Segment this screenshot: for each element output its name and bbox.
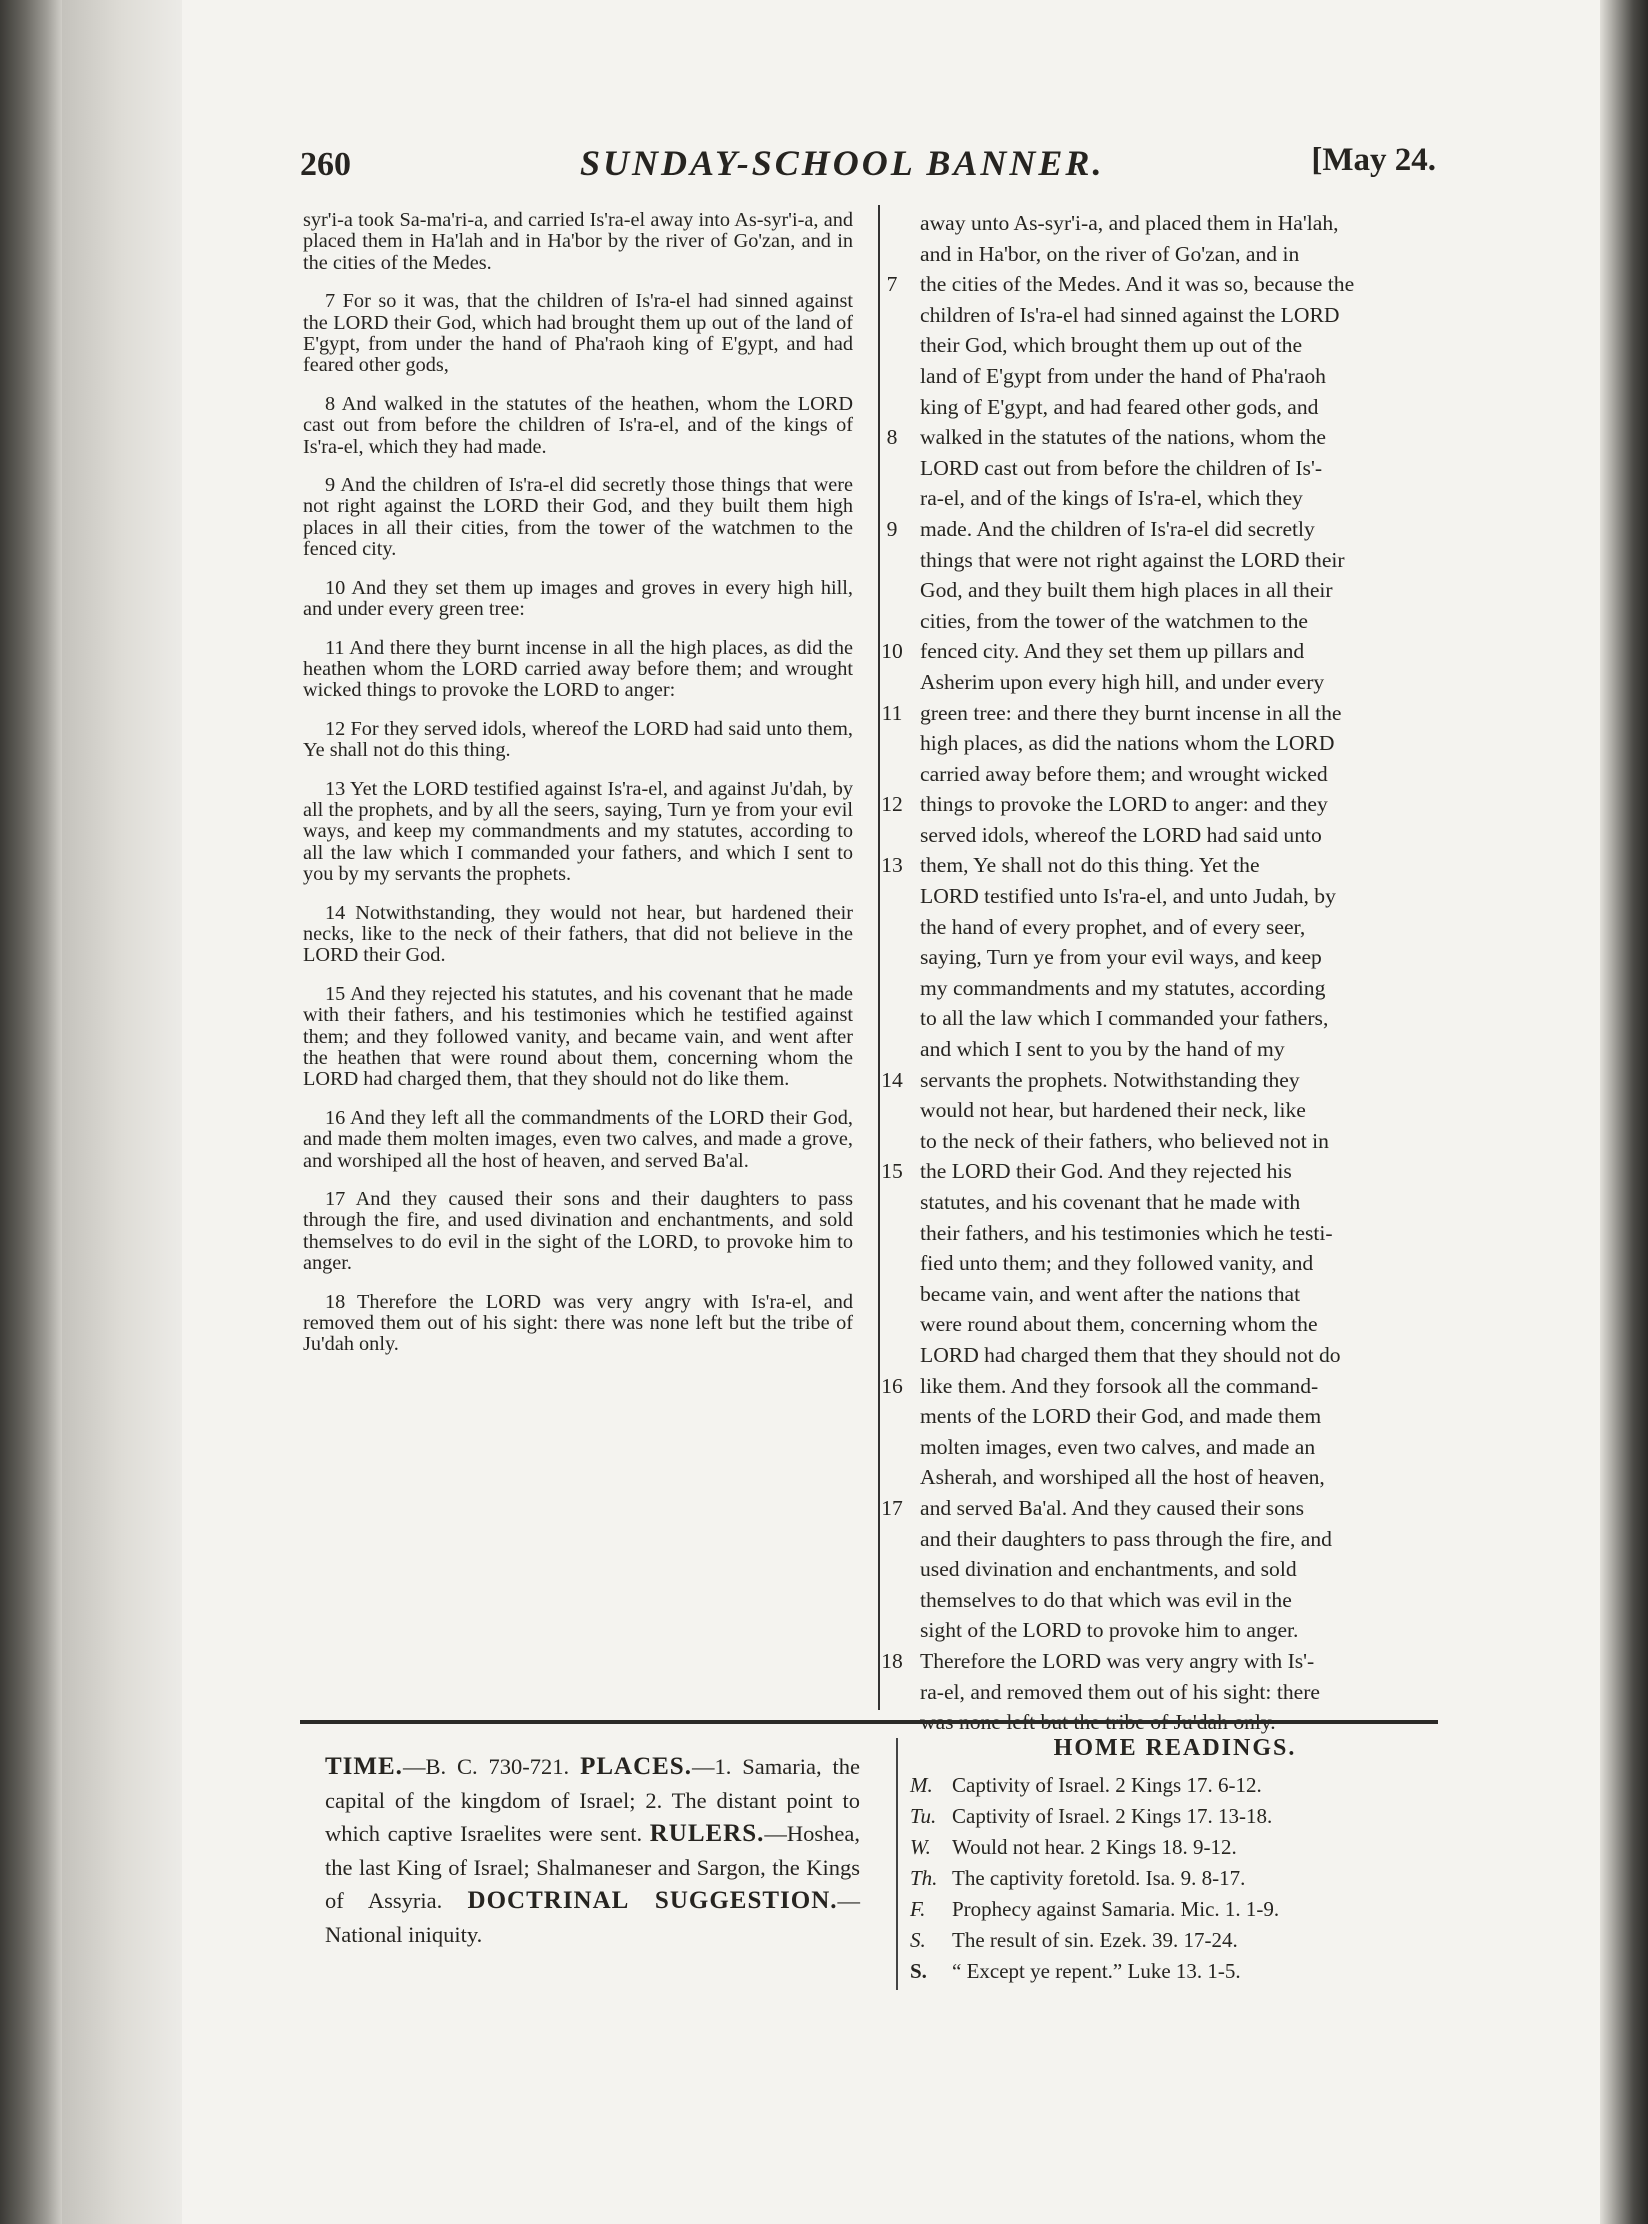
verse-line-text: fenced city. And they set them up pillars and	[920, 639, 1305, 664]
verse-line-text: green tree: and there they burnt incense in all the	[920, 700, 1342, 725]
verse-line	[880, 1646, 1450, 1677]
verse-line-text: ra-el, and of the kings of Is'ra-el, which they	[920, 486, 1303, 511]
verse-line-text: ra-el, and removed them out of his sight: there	[920, 1679, 1320, 1704]
verse-number: 8	[886, 425, 898, 450]
verse-paragraph: 8 And walked in the statutes of the heathen, whom the LORD cast out from before the children of Is'ra-el, and of the kings of Is'ra-el, which they had made.	[303, 392, 853, 458]
verse-line	[880, 1126, 1450, 1157]
verse-line-text: carried away before them; and wrought wicked	[920, 761, 1328, 786]
verse-line	[880, 850, 1450, 881]
rulers-text: —Hoshea, the last King of Israel; Shalmaneser and Sargon, the Kings of Assyria.	[325, 1821, 860, 1913]
verse-line	[880, 239, 1450, 270]
time-label: TIME.	[325, 1753, 403, 1780]
page-header	[300, 118, 1436, 183]
page-gutter	[62, 0, 182, 2224]
verse-line-text: ments of the LORD their God, and made them	[920, 1404, 1322, 1429]
verse-line-text: served idols, whereof the LORD had said unto	[920, 822, 1322, 847]
verse-paragraph: 15 And they rejected his statutes, and his covenant that he made with their fathers, and his testimonies which he testified against them; and they followed vanity, and became vain, and went after the heathen that were round about them, concerning whom the LORD had charged them, that they should not do like them.	[303, 982, 853, 1091]
verse-line-text: Asherim upon every high hill, and under every	[920, 669, 1325, 694]
places-label: PLACES.	[580, 1753, 692, 1780]
reading-text: The result of sin. Ezek. 39. 17-24.	[952, 1928, 1238, 1952]
time-text: —B. C. 730-721.	[402, 1754, 570, 1779]
verse-paragraph: 13 Yet the LORD testified against Is'ra-el, and against Ju'dah, by all the prophets, and by all the seers, saying, Turn ye from your evil ways, and keep my commandments and my statutes, according to all the law which I commanded your fathers, and which I sent to you by my servants the prophets.	[303, 777, 853, 886]
verse-paragraph: 18 Therefore the LORD was very angry with Is'ra-el, and removed them out of his sight: there was none left but the tribe of Ju'dah only.	[303, 1290, 853, 1356]
verse-line-text: away unto As-syr'i-a, and placed them in Ha'lah,	[920, 211, 1339, 235]
verse-paragraph: 17 And they caused their sons and their daughters to pass through the fire, and used divination and enchantments, and sold themselves to do evil in the sight of the LORD, to provoke him to anger.	[303, 1188, 853, 1275]
verse-line-text: cities, from the tower of the watchmen to the	[920, 608, 1308, 633]
book-spine-shadow	[0, 0, 62, 2224]
verse-line	[880, 881, 1450, 912]
verse-paragraph: 12 For they served idols, whereof the LORD had said unto them, Ye shall not do this thing.	[303, 717, 853, 762]
doctrinal-label: DOCTRINAL SUGGESTION.	[467, 1887, 838, 1914]
verse-line-text: king of E'gypt, and had feared other gods, and	[920, 394, 1319, 419]
periodical-title: SUNDAY-SCHOOL BANNER.	[580, 143, 1105, 183]
reading-text: Captivity of Israel. 2 Kings 17. 6-12.	[952, 1773, 1262, 1797]
reading-row	[910, 1894, 1440, 1925]
verse-line-text: children of Is'ra-el had sinned against the LORD	[920, 302, 1340, 327]
verse-line	[880, 545, 1450, 576]
reading-day: Th.	[910, 1866, 938, 1890]
verse-line-text: God, and they built them high places in all their	[920, 578, 1333, 603]
verse-line	[880, 208, 1450, 239]
verse-line-text: statutes, and his covenant that he made with	[920, 1190, 1301, 1214]
verse-line-text: high places, as did the nations whom the LORD	[920, 731, 1335, 756]
verse-line-text: the hand of every prophet, and of every seer,	[920, 914, 1306, 939]
doctrinal-text: —National iniquity.	[325, 1888, 861, 1947]
verse-line	[880, 942, 1450, 973]
verse-line-text: and which I sent to you by the hand of my	[920, 1037, 1285, 1062]
verse-number: 11	[881, 700, 903, 725]
reading-text: Would not hear. 2 Kings 18. 9-12.	[952, 1835, 1237, 1859]
reading-text: Captivity of Israel. 2 Kings 17. 13-18.	[952, 1804, 1273, 1828]
verse-line	[880, 636, 1450, 667]
verse-number: 10	[881, 639, 903, 664]
verse-line	[880, 1432, 1450, 1463]
reading-row	[910, 1770, 1440, 1801]
verse-line	[880, 912, 1450, 943]
verse-line-text: their God, which brought them up out of the	[920, 333, 1303, 358]
verse-line-text: became vain, and went after the nations that	[920, 1281, 1301, 1306]
verse-line	[880, 1585, 1450, 1616]
issue-date: [May 24.	[1311, 142, 1436, 178]
verse-line-text: LORD testified unto Is'ra-el, and unto Judah, by	[920, 884, 1336, 909]
reading-row	[910, 1863, 1440, 1894]
verse-line	[880, 698, 1450, 729]
verse-line-text: LORD had charged them that they should not do	[920, 1342, 1341, 1367]
verse-line-text: molten images, even two calves, and made an	[920, 1434, 1316, 1459]
verse-line-text: fied unto them; and they followed vanity, and	[920, 1251, 1314, 1276]
verse-line	[880, 1340, 1450, 1371]
verse-number: 17	[881, 1495, 903, 1520]
verse-line	[880, 759, 1450, 790]
verse-paragraph: 7 For so it was, that the children of Is'ra-el had sinned against the LORD their God, which had brought them up out of the land of E'gypt, from under the hand of Pha'raoh king of E'gypt, and had feared other gods,	[303, 290, 853, 377]
verse-line-text: them, Ye shall not do this thing. Yet the	[920, 853, 1260, 878]
verse-line	[880, 453, 1450, 484]
verse-line	[880, 820, 1450, 851]
verse-line-text: and their daughters to pass through the fire, and	[920, 1526, 1332, 1551]
home-readings-title: HOME READINGS.	[1053, 1735, 1297, 1761]
verse-line	[880, 1003, 1450, 1034]
reading-text: The captivity foretold. Isa. 9. 8-17.	[952, 1866, 1246, 1890]
verse-line	[880, 1615, 1450, 1646]
verse-line	[880, 1462, 1450, 1493]
verse-line-text: themselves to do that which was evil in the	[920, 1587, 1292, 1612]
verse-line-text: and in Ha'bor, on the river of Go'zan, and in	[920, 241, 1300, 266]
verse-line-text: LORD cast out from before the children of Is'-	[920, 455, 1323, 480]
rulers-label: RULERS.	[649, 1820, 765, 1847]
verse-number: 12	[881, 792, 903, 817]
verse-number: 18	[881, 1648, 903, 1673]
verse-line-text: were round about them, concerning whom the	[920, 1312, 1318, 1337]
verse-number: 15	[881, 1159, 903, 1184]
verse-line	[880, 973, 1450, 1004]
verse-line-text: walked in the statutes of the nations, whom the	[920, 425, 1327, 450]
reading-day: S.	[910, 1959, 927, 1983]
verse-line-text: and served Ba'al. And they caused their sons	[920, 1495, 1305, 1520]
verse-line	[880, 1187, 1450, 1218]
verse-line	[880, 667, 1450, 698]
verse-line	[880, 1371, 1450, 1402]
reading-row	[910, 1832, 1440, 1863]
places-text: —1. Samaria, the capital of the kingdom of Israel; 2. The distant point to which captive Israelites were sent.	[325, 1754, 860, 1846]
verse-line	[880, 1065, 1450, 1096]
home-readings	[910, 1735, 1440, 1987]
verse-paragraph: 14 Notwithstanding, they would not hear, but hardened their necks, like to the neck of their fathers, that did not believe in the LORD their God.	[303, 901, 853, 967]
verse-line-text: to all the law which I commanded your fathers,	[920, 1006, 1329, 1031]
verse-line-text: would not hear, but hardened their neck, like	[920, 1098, 1306, 1123]
verse-line	[880, 300, 1450, 331]
verse-line	[880, 606, 1450, 637]
verse-paragraph: 16 And they left all the commandments of the LORD their God, and made them molten images, even two calves, and made a grove, and worshiped all the host of heaven, and served Ba'al.	[303, 1106, 853, 1172]
verse-line-text: land of E'gypt from under the hand of Pha'raoh	[920, 363, 1326, 388]
verse-line-text: like them. And they forsook all the command-	[920, 1373, 1319, 1398]
section-rule	[300, 1720, 1438, 1724]
verse-paragraph: syr'i-a took Sa-ma'ri-a, and carried Is'ra-el away into As-syr'i-a, and placed them in Ha'lah and in Ha'bor by the river of Go'zan, and in the cities of the Medes.	[303, 209, 853, 274]
verse-line	[880, 1677, 1450, 1708]
verse-line	[880, 1034, 1450, 1065]
verse-line-text: my commandments and my statutes, according	[920, 975, 1326, 1000]
verse-line	[880, 514, 1450, 545]
verse-line-text: saying, Turn ye from your evil ways, and keep	[920, 945, 1322, 970]
verse-line	[880, 392, 1450, 423]
verse-line-text: made. And the children of Is'ra-el did secretly	[920, 516, 1315, 541]
verse-line-text: their fathers, and his testimonies which he testi-	[920, 1220, 1333, 1245]
reading-row	[910, 1925, 1440, 1956]
verse-line	[880, 728, 1450, 759]
verse-number: 16	[881, 1373, 903, 1398]
verse-line-text: things to provoke the LORD to anger: and they	[920, 792, 1328, 817]
verse-line-text: the cities of the Medes. And it was so, because the	[920, 272, 1355, 297]
verse-line	[880, 789, 1450, 820]
verse-line-text: used divination and enchantments, and sold	[920, 1557, 1297, 1582]
verse-line	[880, 1218, 1450, 1249]
right-column-revised-version	[880, 208, 1450, 1738]
verse-line	[880, 575, 1450, 606]
verse-line	[880, 269, 1450, 300]
reading-day: M.	[910, 1773, 933, 1797]
reading-text: Prophecy against Samaria. Mic. 1. 1-9.	[952, 1897, 1280, 1921]
verse-line-text: to the neck of their fathers, who believed not in	[920, 1128, 1329, 1153]
verse-line	[880, 1493, 1450, 1524]
verse-line	[880, 1279, 1450, 1310]
verse-line	[880, 1401, 1450, 1432]
verse-line	[880, 422, 1450, 453]
reading-row	[910, 1956, 1440, 1987]
verse-line-text: things that were not right against the LORD their	[920, 547, 1345, 572]
verse-line	[880, 1156, 1450, 1187]
book-edge-right	[1600, 0, 1648, 2224]
reading-row	[910, 1801, 1440, 1832]
verse-paragraph: 10 And they set them up images and groves in every high hill, and under every green tree:	[303, 576, 853, 621]
verse-line-text: Therefore the LORD was very angry with Is'-	[920, 1648, 1315, 1673]
page-number: 260	[300, 146, 351, 183]
verse-line	[880, 1554, 1450, 1585]
left-column-authorized-version	[303, 210, 853, 1373]
verse-number: 13	[881, 853, 903, 878]
verse-paragraph: 11 And there they burnt incense in all the high places, as did the heathen whom the LORD carried away before them; and wrought wicked things to provoke the LORD to anger:	[303, 636, 853, 702]
reading-text: “ Except ye repent.” Luke 13. 1-5.	[952, 1959, 1241, 1983]
reading-day: Tu.	[910, 1804, 937, 1828]
verse-number: 14	[881, 1067, 903, 1092]
bottom-column-divider	[896, 1738, 898, 1990]
verse-line	[880, 330, 1450, 361]
verse-number: 7	[886, 272, 898, 297]
verse-line	[880, 1309, 1450, 1340]
reading-day: S.	[910, 1928, 926, 1952]
verse-line	[880, 1248, 1450, 1279]
reading-day: F.	[910, 1897, 926, 1921]
verse-line	[880, 483, 1450, 514]
verse-line	[880, 1095, 1450, 1126]
verse-number: 9	[886, 516, 898, 541]
verse-line-text: servants the prophets. Notwithstanding they	[920, 1067, 1300, 1092]
verse-line-text: sight of the LORD to provoke him to anger.	[920, 1618, 1299, 1643]
verse-line	[880, 361, 1450, 392]
verse-line	[880, 1524, 1450, 1555]
verse-paragraph: 9 And the children of Is'ra-el did secretly those things that were not right against the LORD their God, and they built them high places in all their cities, from the tower of the watchmen to the fenced city.	[303, 474, 853, 561]
lesson-notes	[325, 1750, 860, 1951]
verse-line-text: the LORD their God. And they rejected his	[920, 1159, 1292, 1184]
reading-day: W.	[910, 1835, 931, 1859]
verse-line-text: Asherah, and worshiped all the host of heaven,	[920, 1465, 1325, 1490]
